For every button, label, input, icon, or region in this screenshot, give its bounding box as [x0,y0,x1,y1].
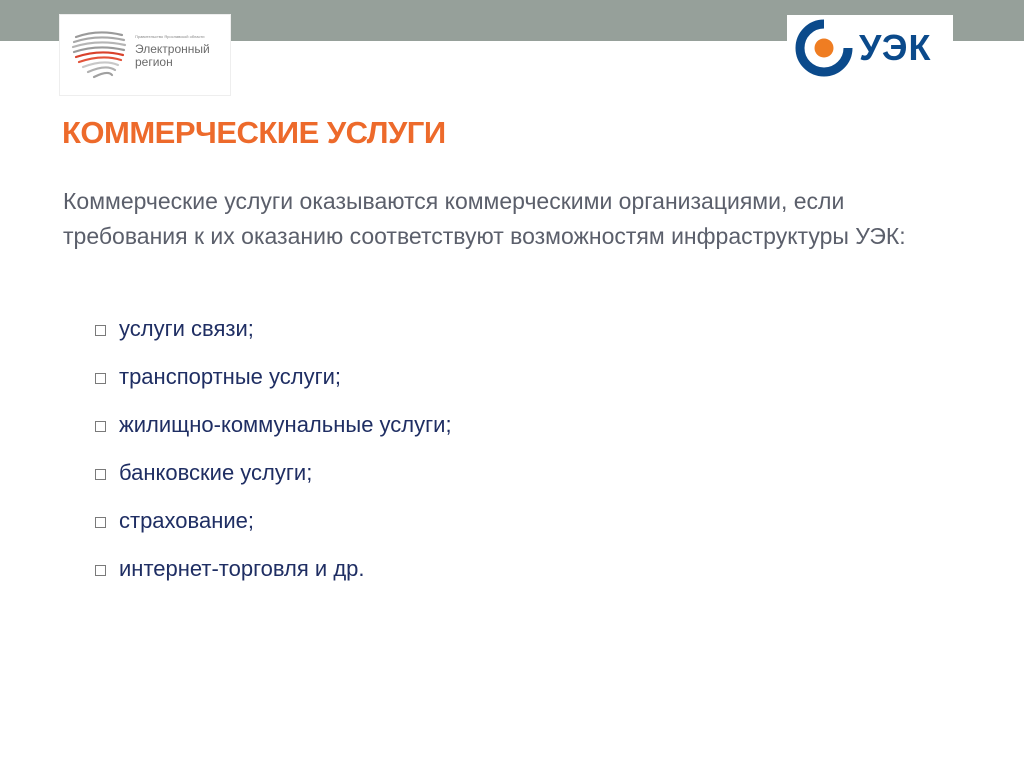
checkbox-bullet-icon [95,469,106,480]
checkbox-bullet-icon [95,373,106,384]
list-item-text: страхование; [119,508,254,533]
logo-line-1: Электронный [135,42,210,56]
list-item-text: транспортные услуги; [119,364,341,389]
list-item-text: банковские услуги; [119,460,313,485]
checkbox-bullet-icon [95,517,106,528]
checkbox-bullet-icon [95,565,106,576]
slide-title: КОММЕРЧЕСКИЕ УСЛУГИ [62,115,446,150]
uek-circle-icon [791,18,857,78]
list-item [95,497,452,545]
list-item-text: интернет-торговля и др. [119,556,365,581]
list-item-text: услуги связи; [119,316,254,341]
intro-paragraph: Коммерческие услуги оказываются коммерческими организациями, если требования к их оказанию соответствуют возможностям инфраструктуры УЭК: [63,188,906,249]
list-item [95,353,452,401]
checkbox-bullet-icon [95,421,106,432]
services-list [95,305,452,593]
logo-small-text: Правительство Ярославской области [135,34,205,39]
list-item [95,545,452,593]
list-item [95,449,452,497]
electronic-region-logo [60,15,230,95]
checkbox-bullet-icon [95,325,106,336]
uek-logo [787,15,953,80]
uek-logo-text: УЭК [859,27,932,68]
list-item [95,401,452,449]
list-item-text: жилищно-коммунальные услуги; [119,412,452,437]
list-item [95,305,452,353]
logo-line-2: регион [135,55,173,69]
electronic-region-mark-icon [68,27,130,83]
